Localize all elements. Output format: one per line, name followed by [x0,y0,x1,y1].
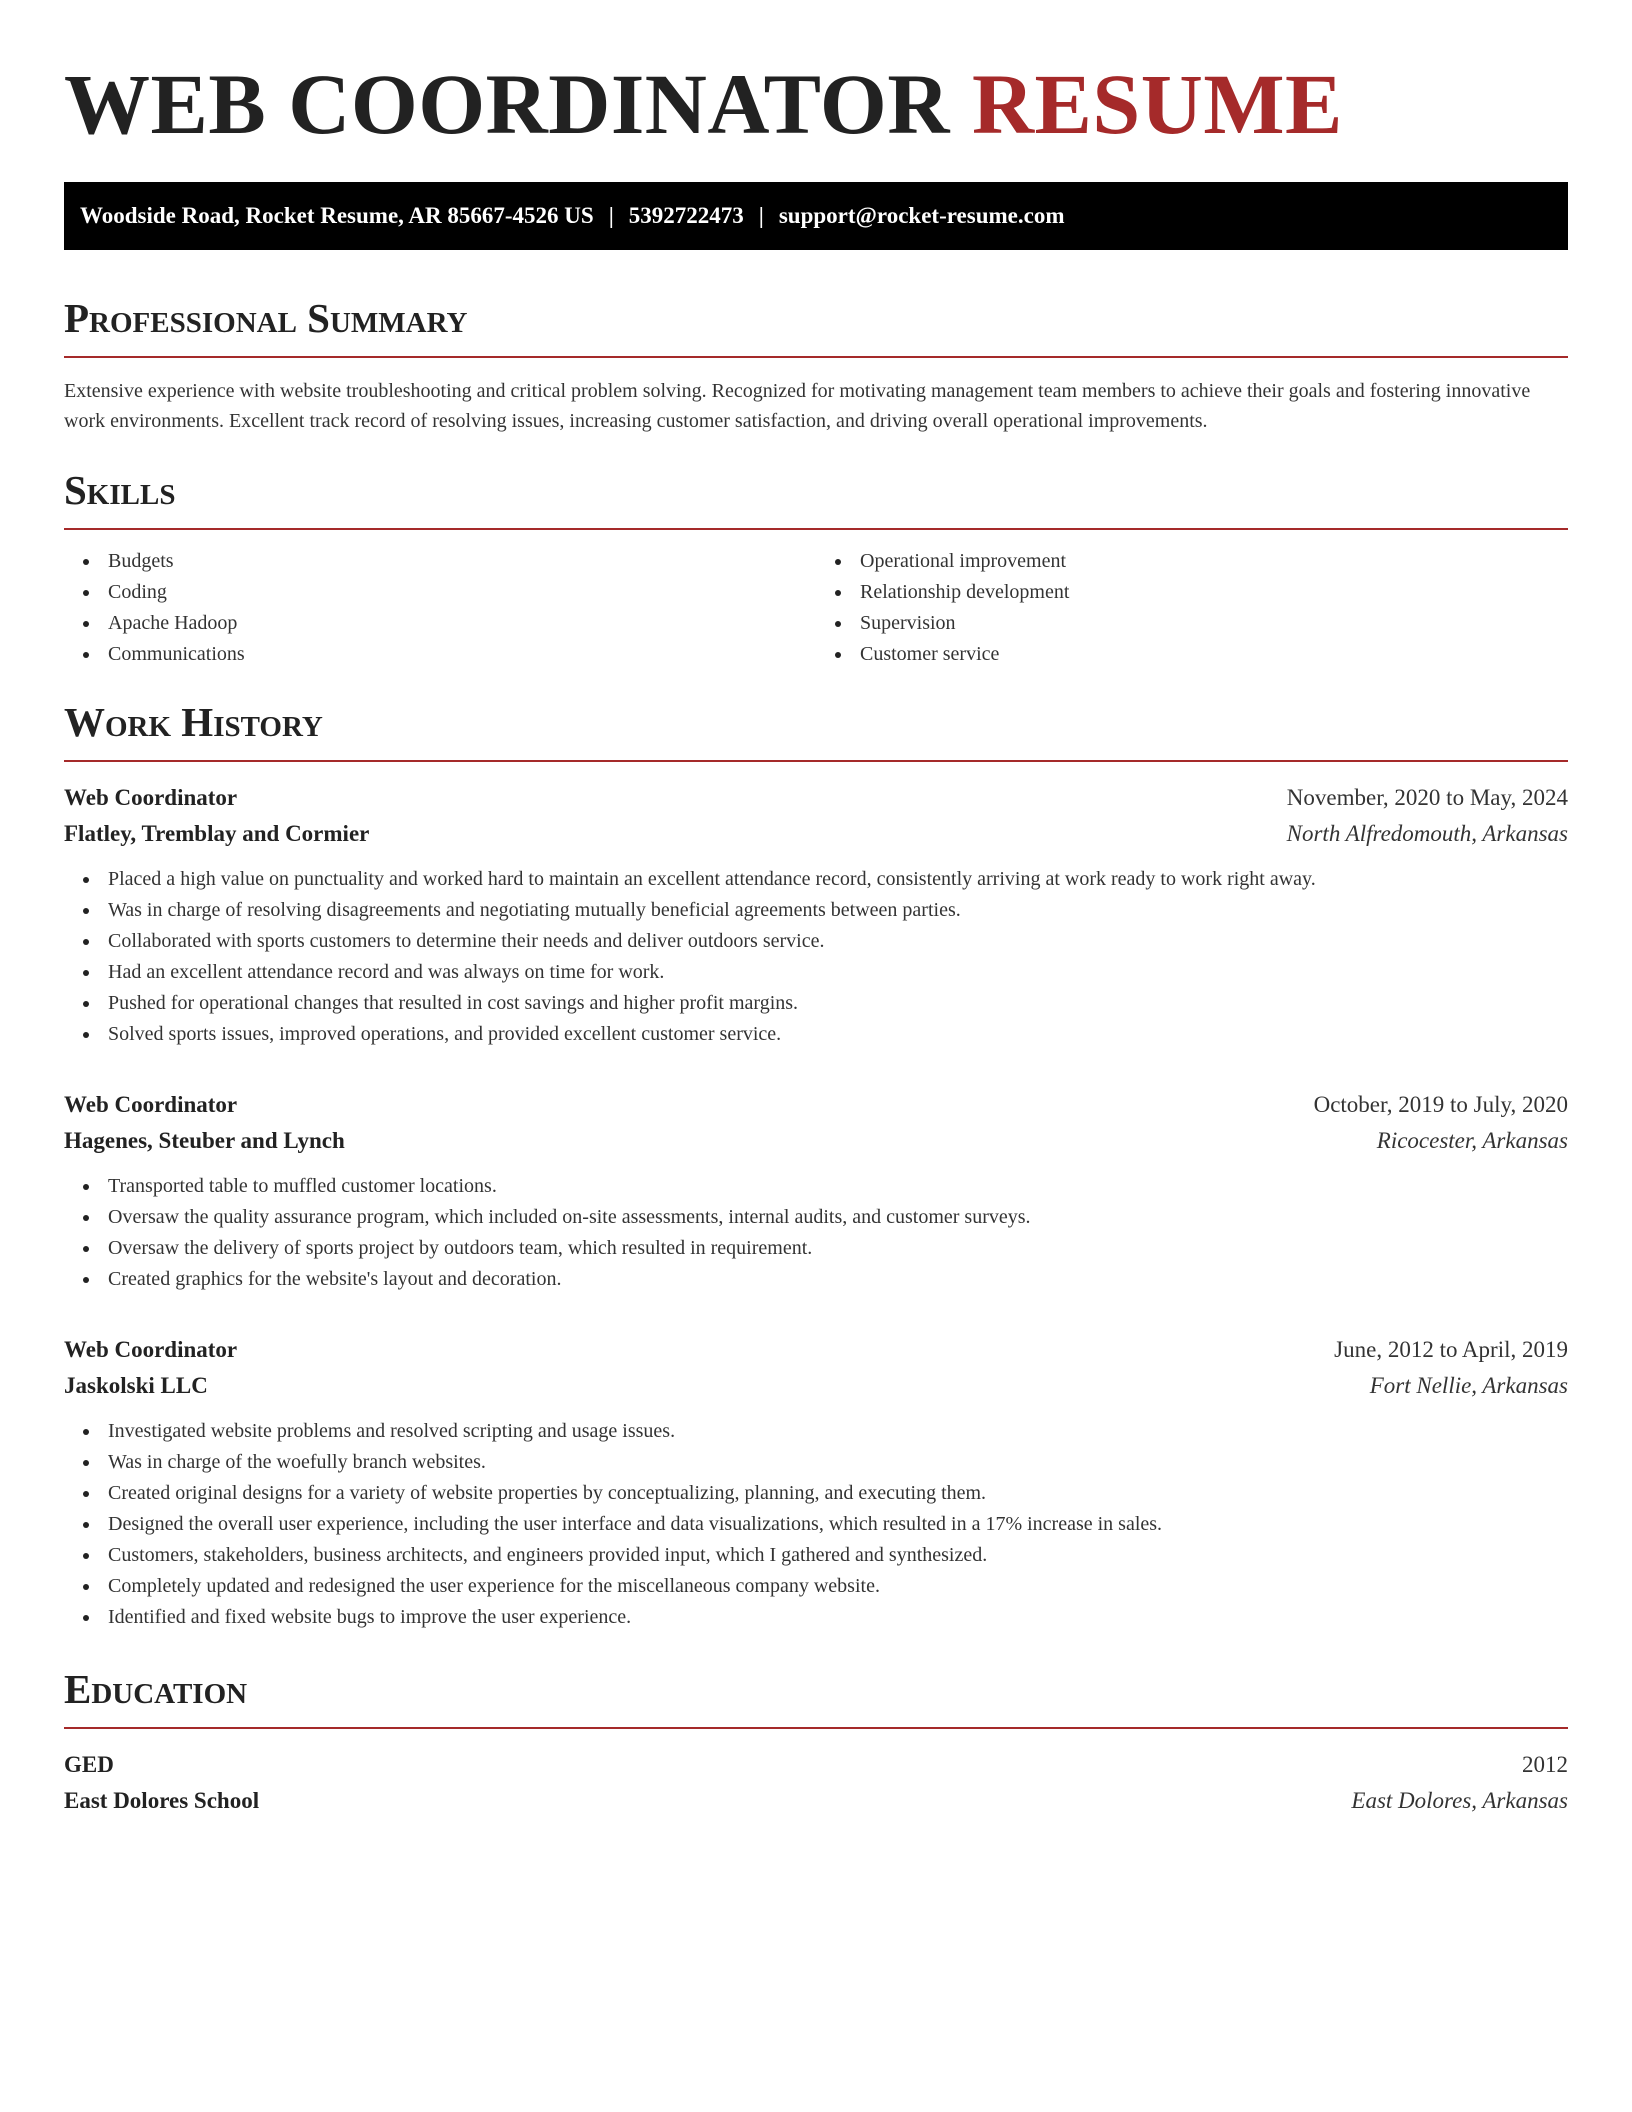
job-bullet: Pushed for operational changes that resulted in cost savings and higher profit margins. [108,988,1568,1019]
work-history-heading: Work History [64,699,323,745]
job-header-row [64,780,1568,816]
education-location: East Dolores, Arkansas [1351,1788,1568,1813]
job-bullet: Created original designs for a variety of website properties by conceptualizing, planning, and executing them. [108,1478,1568,1509]
education-school-row [64,1783,1568,1819]
job-bullet: Completely updated and redesigned the user experience for the miscellaneous company website. [108,1571,1568,1602]
job-company: Flatley, Tremblay and Cormier [64,821,370,846]
job-company-row [64,1123,1568,1159]
skill-item: Communications [108,639,816,670]
skill-item: Apache Hadoop [108,608,816,639]
job-company-row [64,816,1568,852]
section-divider [64,760,1568,762]
contact-phone: 5392722473 [628,203,744,228]
education-year: 2012 [1522,1752,1568,1777]
job-bullets [64,1171,1568,1295]
job-bullet: Transported table to muffled customer locations. [108,1171,1568,1202]
job-bullet: Was in charge of the woefully branch websites. [108,1447,1568,1478]
job-location: North Alfredomouth, Arkansas [1286,821,1568,846]
skill-item: Relationship development [860,577,1568,608]
contact-separator: | [758,203,764,228]
job-bullet: Investigated website problems and resolved scripting and usage issues. [108,1416,1568,1447]
job-bullet: Oversaw the delivery of sports project by outdoors team, which resulted in requirement. [108,1233,1568,1264]
resume-title [64,48,1568,160]
skill-item: Customer service [860,639,1568,670]
education-school: East Dolores School [64,1788,260,1813]
job-header-row [64,1087,1568,1123]
skills-heading: Skills [64,467,176,513]
job-location: Ricocester, Arkansas [1376,1128,1568,1153]
contact-email: support@rocket-resume.com [778,203,1065,228]
section-divider [64,528,1568,530]
job-title: Web Coordinator [64,1337,238,1362]
job-title: Web Coordinator [64,1092,238,1117]
job-bullet: Had an excellent attendance record and was always on time for work. [108,957,1568,988]
job-bullet: Oversaw the quality assurance program, which included on-site assessments, internal audits, and customer surveys. [108,1202,1568,1233]
job-entry [64,1087,1568,1295]
job-bullets [64,864,1568,1050]
skills-list [64,546,1568,670]
education-degree: GED [64,1752,114,1777]
contact-bar [64,182,1568,250]
job-bullets [64,1416,1568,1633]
job-company: Hagenes, Steuber and Lynch [64,1128,345,1153]
job-entry [64,1332,1568,1633]
section-divider [64,1727,1568,1729]
title-accent: RESUME [971,56,1343,152]
skills-column-left [64,546,816,670]
title-main: WEB COORDINATOR [64,56,950,152]
job-bullet: Identified and fixed website bugs to improve the user experience. [108,1602,1568,1633]
summary-heading: Professional Summary [64,295,468,341]
job-bullet: Customers, stakeholders, business architects, and engineers provided input, which I gathered and synthesized. [108,1540,1568,1571]
job-dates: November, 2020 to May, 2024 [1286,785,1568,810]
job-bullet: Placed a high value on punctuality and worked hard to maintain an excellent attendance record, consistently arriving at work ready to work right away. [108,864,1568,895]
skills-column-right [816,546,1568,670]
job-company: Jaskolski LLC [64,1373,208,1398]
job-bullet: Was in charge of resolving disagreements and negotiating mutually beneficial agreements between parties. [108,895,1568,926]
job-bullet: Solved sports issues, improved operations, and provided excellent customer service. [108,1019,1568,1050]
skill-item: Budgets [108,546,816,577]
job-dates: June, 2012 to April, 2019 [1334,1337,1568,1362]
skill-item: Supervision [860,608,1568,639]
education-heading: Education [64,1666,248,1712]
job-bullet: Created graphics for the website's layout and decoration. [108,1264,1568,1295]
job-dates: October, 2019 to July, 2020 [1313,1092,1568,1117]
skill-item: Coding [108,577,816,608]
job-bullet: Collaborated with sports customers to determine their needs and deliver outdoors service. [108,926,1568,957]
skill-item: Operational improvement [860,546,1568,577]
job-header-row [64,1332,1568,1368]
job-company-row [64,1368,1568,1404]
job-title: Web Coordinator [64,785,238,810]
job-entry [64,780,1568,1050]
education-entry [64,1747,1568,1819]
job-location: Fort Nellie, Arkansas [1369,1373,1568,1398]
contact-separator: | [608,203,614,228]
education-degree-row [64,1747,1568,1783]
section-divider [64,356,1568,358]
contact-address: Woodside Road, Rocket Resume, AR 85667-4526 US [80,203,594,228]
summary-text: Extensive experience with website troubleshooting and critical problem solving. Recognized for motivating management team members to achieve their goals and fostering innovative work environments. Excellent track record of resolving issues, increasing customer satisfaction, and driving overall operational improvements. [64,380,1531,432]
job-bullet: Designed the overall user experience, including the user interface and data visualizations, which resulted in a 17% increase in sales. [108,1509,1568,1540]
